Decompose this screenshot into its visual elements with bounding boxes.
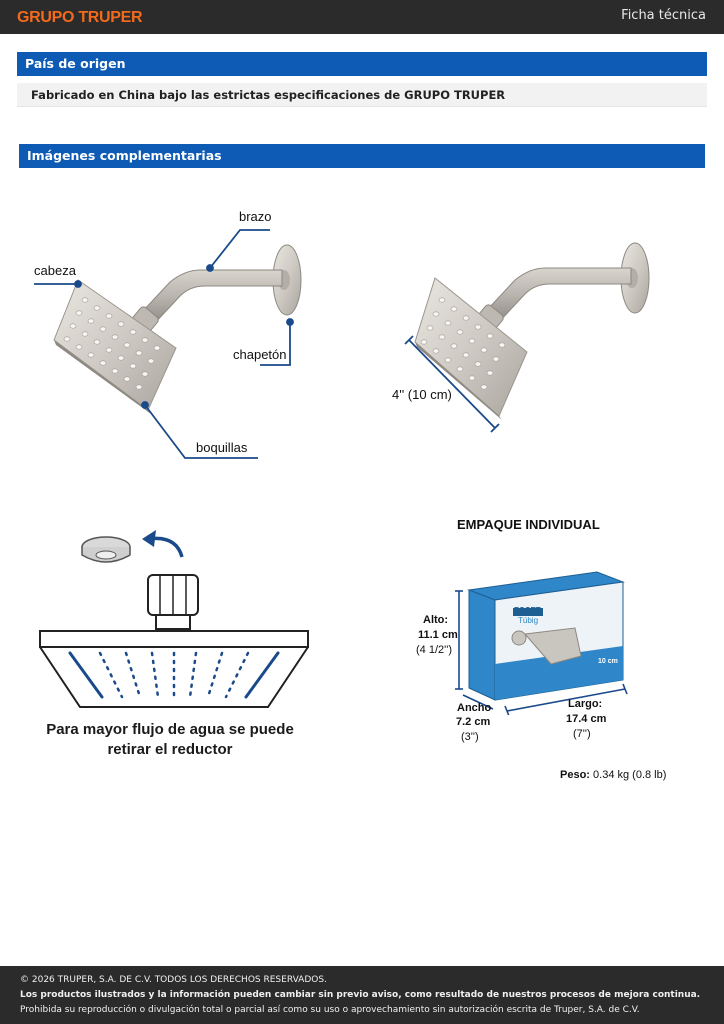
shower-head-labeled-diagram: [30, 200, 330, 470]
package-dimension-lines: [455, 585, 635, 715]
ancho-label: Ancho: [457, 702, 492, 714]
label-chapeton: chapetón: [233, 347, 287, 362]
origin-text: Fabricado en China bajo las estrictas especificaciones de GRUPO TRUPER: [17, 83, 707, 107]
footer-copyright: © 2026 TRUPER, S.A. DE C.V. TODOS LOS DERECHOS RESERVADOS.: [20, 975, 327, 985]
reducer-caption-line-1: Para mayor flujo de agua se puede: [46, 721, 294, 738]
label-cabeza: cabeza: [34, 263, 76, 278]
footer-prohibition: Prohibida su reproducción o divulgación total o parcial así como su uso o aprovechamiento sin autorización escrita de Truper, S.A. de C.V.: [20, 1005, 640, 1015]
package-weight: [560, 769, 666, 781]
images-section-title: Imágenes complementarias: [19, 144, 705, 168]
alto-label: Alto:: [423, 614, 449, 626]
reducer-removal-diagram: [36, 525, 312, 710]
largo-cm: 17.4 cm: [566, 713, 607, 725]
label-brazo: brazo: [239, 209, 272, 224]
box-line: Túbig: [518, 616, 539, 625]
largo-in: (7''): [573, 728, 591, 740]
peso-label: Peso:: [560, 769, 590, 781]
alto-cm: 11.1 cm: [418, 629, 458, 641]
reducer-caption: [30, 720, 310, 760]
document-type: Ficha técnica: [621, 8, 706, 23]
largo-label: Largo:: [568, 698, 603, 710]
brand-logo: GRUPO TRUPER: [17, 9, 143, 26]
ancho-cm: 7.2 cm: [456, 716, 491, 728]
box-brand: FOSET: [514, 606, 541, 615]
origin-section-title: País de origen: [17, 52, 707, 76]
footer: [0, 966, 724, 1024]
box-size: 10 cm: [598, 658, 618, 665]
reducer-caption-line-2: retirar el reductor: [107, 741, 233, 758]
label-boquillas: boquillas: [196, 440, 248, 455]
footer-notice: Los productos ilustrados y la información pueden cambiar sin previo aviso, como resultado de nuestros procesos de mejora continua.: [20, 990, 701, 1000]
package-title: EMPAQUE INDIVIDUAL: [457, 517, 600, 532]
shower-head-dimension-diagram: [395, 230, 665, 440]
top-bar: [0, 0, 724, 34]
alto-in: (4 1/2''): [416, 644, 452, 656]
ancho-in: (3''): [461, 731, 479, 743]
peso-value: 0.34 kg (0.8 lb): [593, 769, 667, 781]
label-head-size: 4'' (10 cm): [392, 387, 452, 402]
